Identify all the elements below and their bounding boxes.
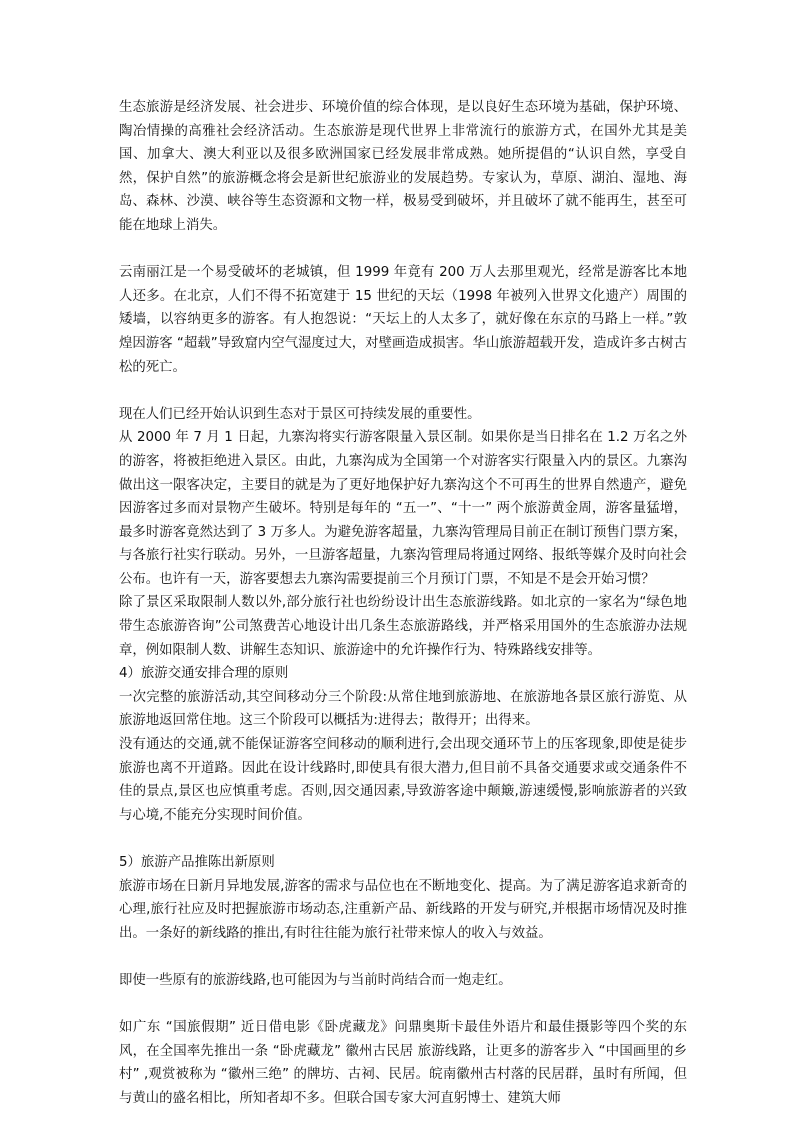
paragraph-spacer xyxy=(119,379,687,403)
paragraph-spacer xyxy=(119,993,687,1017)
document-body xyxy=(119,96,687,1111)
paragraph-existing-routes: 即使一些原有的旅游线路,也可能因为与当前时尚结合而一炮走红。 xyxy=(119,972,512,988)
paragraph-transport-access: 没有通达的交通,就不能保证游客空间移动的顺利进行,会出现交通环节上的压客现象,即使是徒步旅游也离不开道路。因此在设计线路时,即使具有很大潜力,但目前不具备交通要求或交通条件不佳的景点,景区也应慎重考虑。否则,因交通因素,导致游客途中颠簸,游速缓慢,影响旅游者的兴致与心境,不能充分实现时间价值。 xyxy=(119,737,687,823)
paragraph-three-stages: 一次完整的旅游活动,其空间移动分三个阶段:从常住地到旅游地、在旅游地各景区旅行游览、从旅游地返回常住地。这三个阶段可以概括为:进得去；散得开；出得来。 xyxy=(119,689,687,729)
paragraph-guangdong-example: 如广东 “国旅假期” 近日借电影《卧虎藏龙》问鼎奥斯卡最佳外语片和最佳摄影等四个奖的东风，在全国率先推出一条 “卧虎藏龙” 徽州古民居 旅游线路，让更多的游客步入 “中国画里的乡村” ,观赏被称为 “徽州三绝” 的牌坊、古祠、民居。皖南徽州古村落的民居群，虽时有所闻，但与黄山的盛名相比，所知者却不多。但联合国专家大河直躬博士、建筑大师 xyxy=(119,1020,687,1106)
paragraph-spacer xyxy=(119,238,687,262)
heading-innovation-principle: 5）旅游产品推陈出新原则 xyxy=(119,855,275,870)
paragraph-market-development: 旅游市场在日新月异地发展,游客的需求与品位也在不断地变化、提高。为了满足游客追求新奇的心理,旅行社应及时把握旅游市场动态,注重新产品、新线路的开发与研究,并根据市场情况及时推出。一条好的新线路的推出,有时往往能为旅行社带来惊人的收入与效益。 xyxy=(119,878,687,941)
paragraph-awareness: 现在人们已经开始认识到生态对于景区可持续发展的重要性。 xyxy=(119,406,481,422)
paragraph-spacer xyxy=(119,945,687,969)
paragraph-ecotourism-intro: 生态旅游是经济发展、社会进步、环境价值的综合体现，是以良好生态环境为基础，保护环境、陶冶情操的高雅社会经济活动。生态旅游是现代世界上非常流行的旅游方式，在国外尤其是美国、加拿大、澳大利亚以及很多欧洲国家已经发展非常成熟。她所提倡的“认识自然，享受自然，保护自然”的旅游概念将会是新世纪旅游业的发展趋势。专家认为，草原、湖泊、湿地、海岛、森林、沙漠、峡谷等生态资源和文物一样，极易受到破坏，并且破坏了就不能再生，甚至可能在地球上消失。 xyxy=(119,100,687,233)
heading-transport-principle: 4）旅游交通安排合理的原则 xyxy=(119,666,289,682)
paragraph-jiuzhaigou: 从 2000 年 7 月 1 日起，九寨沟将实行游客限量入景区制。如果你是当日排名在 1.2 万名之外的游客，将被拒绝进入景区。由此，九寨沟成为全国第一个对游客实行限量入内的景区。九寨沟做出这一限客决定，主要目的就是为了更好地保护好九寨沟这个不可再生的世界自然遗产，避免因游客过多而对景物产生破坏。特别是每年的 “五一”、“十一” 两个旅游黄金周，游客量猛增，最多时游客竟然达到了 3 万多人。为避免游客超量，九寨沟管理局目前正在制订预售门票方案，与各旅行社实行联动。另外，一旦游客超量，九寨沟管理局将通过网络、报纸等媒介及时向社会公布。也许有一天，游客要想去九寨沟需要提前三个月预订门票，不知是不是会开始习惯？ xyxy=(119,430,687,587)
paragraph-overload-examples: 云南丽江是一个易受破坏的老城镇，但 1999 年竟有 200 万人去那里观光，经常是游客比本地人还多。在北京，人们不得不拓宽建于 15 世纪的天坛（1998 年被列入世界文化遗产）周围的矮墙，以容纳更多的游客。有人抱怨说：“天坛上的人太多了，就好像在东京的马路上一样。”敦煌因游客 “超载”导致窟内空气湿度过大，对壁画造成损害。华山旅游超载开发，造成许多古树古松的死亡。 xyxy=(119,265,687,375)
paragraph-travel-agencies: 除了景区采取限制人数以外,部分旅行社也纷纷设计出生态旅游线路。如北京的一家名为“绿色地带生态旅游咨询”公司煞费苦心地设计出几条生态旅游路线，并严格采用国外的生态旅游办法规章，例如限制人数、讲解生态知识、旅游途中的允许操作行为、特殊路线安排等。 xyxy=(119,595,687,658)
paragraph-spacer xyxy=(119,827,687,851)
